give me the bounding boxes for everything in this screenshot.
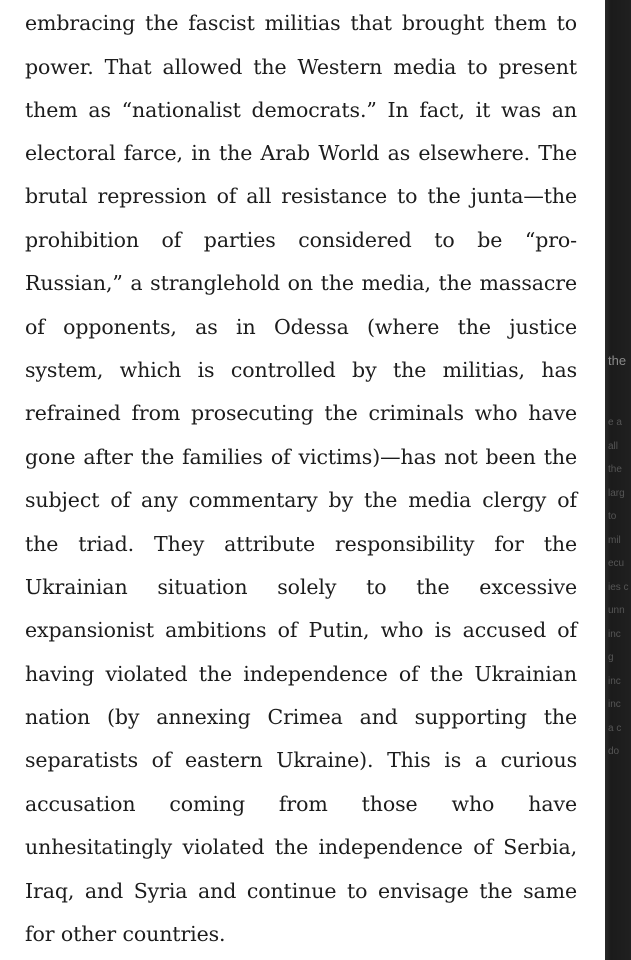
adjacent-page-shadow: [605, 0, 631, 960]
text-line: gone after the families of victims)—has not been the: [25, 445, 577, 469]
text-line: unhesitatingly violated the independence of Serbia,: [25, 835, 577, 859]
adjacent-page-fragment: to: [608, 511, 617, 522]
adjacent-page-fragment: the: [608, 464, 622, 475]
adjacent-page-fragment: inc: [608, 699, 621, 710]
adjacent-page-fragment: inc: [608, 676, 621, 687]
adjacent-page-fragment: all: [608, 441, 619, 452]
adjacent-page-fragment: g: [608, 652, 614, 663]
text-line: refrained from prosecuting the criminals who have: [25, 401, 577, 425]
adjacent-page-fragment: a c: [608, 723, 622, 734]
text-line: having violated the independence of the Ukrainian: [25, 662, 577, 686]
text-line: power. That allowed the Western media to present: [25, 55, 577, 79]
adjacent-page-edge: [605, 0, 631, 960]
text-line: the triad. They attribute responsibility for the: [25, 532, 577, 556]
text-line: system, which is controlled by the militias, has: [25, 358, 577, 382]
text-line: prohibition of parties considered to be “pro-: [25, 228, 577, 252]
text-line: for other countries.: [25, 922, 226, 946]
text-line: brutal repression of all resistance to the junta—the: [25, 184, 577, 208]
adjacent-page-fragment: ies c: [608, 582, 629, 593]
adjacent-page-fragment: mil: [608, 535, 621, 546]
adjacent-page-fragment: unn: [608, 605, 625, 616]
text-line: embracing the fascist militias that brought them to: [25, 11, 577, 35]
adjacent-page-fragment: ecu: [608, 558, 625, 569]
text-line: Iraq, and Syria and continue to envisage the same: [25, 879, 577, 903]
adjacent-page-fragment: e a: [608, 417, 622, 428]
adjacent-page-fragment: the: [608, 354, 627, 368]
adjacent-page-fragment: do: [608, 746, 620, 757]
text-line: them as “nationalist democrats.” In fact, it was an: [25, 98, 577, 122]
adjacent-page-fragment: larg: [608, 488, 625, 499]
text-line: Ukrainian situation solely to the excessive: [25, 575, 577, 599]
text-line: subject of any commentary by the media clergy of: [25, 488, 577, 512]
text-line: Russian,” a stranglehold on the media, the massacre: [25, 271, 577, 295]
text-line: nation (by annexing Crimea and supporting the: [25, 705, 577, 729]
text-line: electoral farce, in the Arab World as elsewhere. The: [25, 141, 577, 165]
text-line: separatists of eastern Ukraine). This is a curious: [25, 748, 577, 772]
text-line: of opponents, as in Odessa (where the justice: [25, 315, 577, 339]
adjacent-page-fragment: inc: [608, 629, 621, 640]
text-line: expansionist ambitions of Putin, who is accused of: [25, 618, 577, 642]
text-line: accusation coming from those who have: [25, 792, 577, 816]
